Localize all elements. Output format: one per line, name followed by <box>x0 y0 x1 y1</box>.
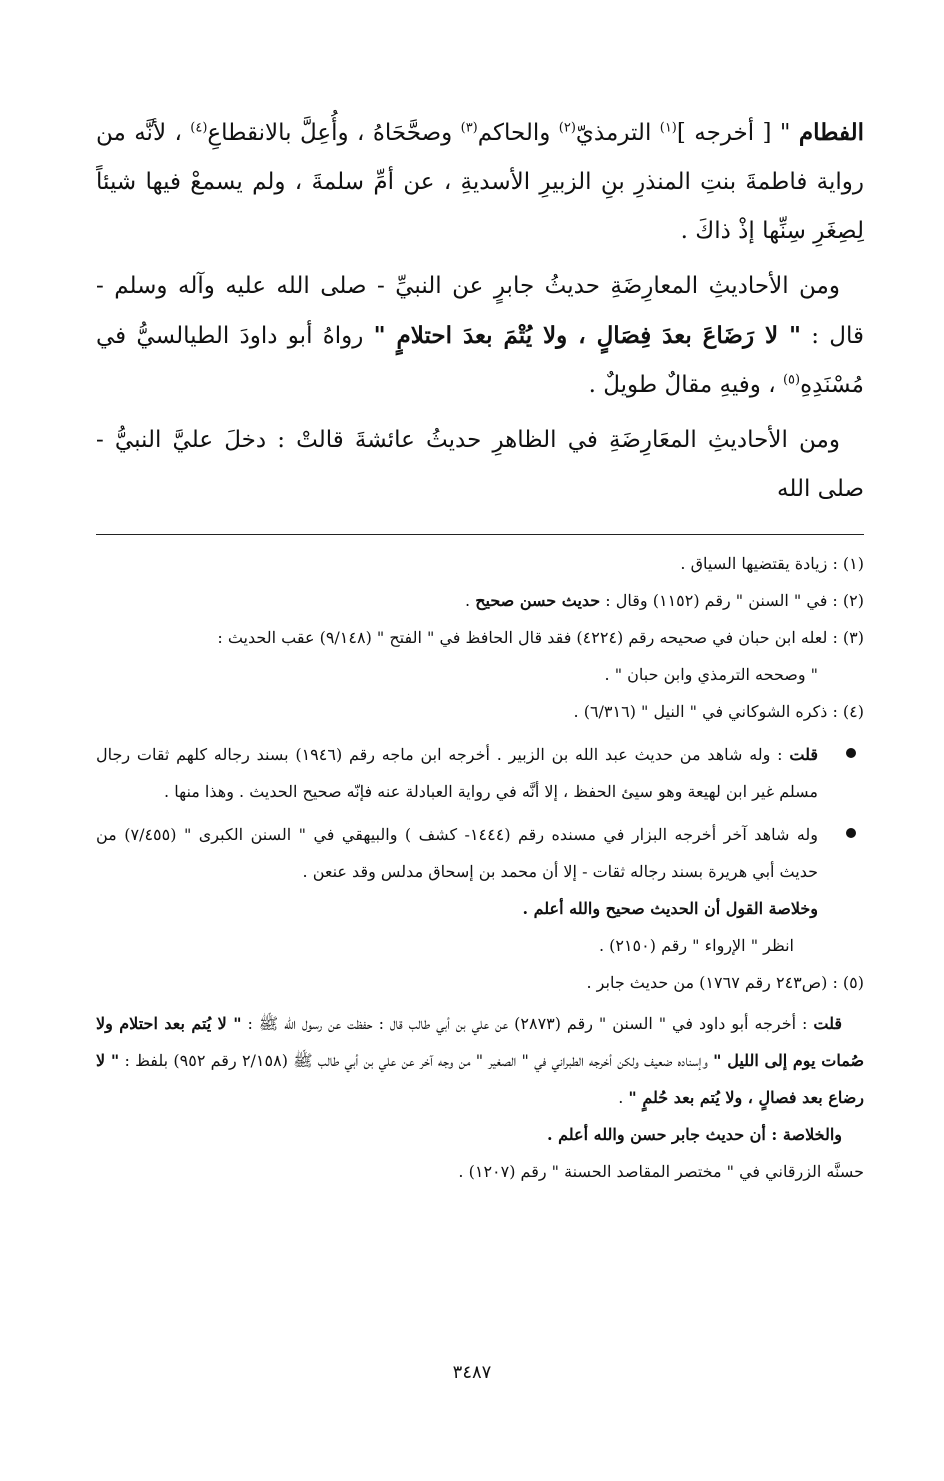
footnote-1: (١) : زيادة يقتضيها السياق . <box>680 554 864 573</box>
footnote-ref-2[interactable]: (٢) <box>558 120 576 136</box>
conclusion-text: والخلاصة : أن حديث جابر حسن والله أعلم . <box>546 1125 842 1144</box>
hadith-quote: " لا رَضَاعَ بعدَ فِصَالٍ ، ولا يُتْمَ بعدَ احتلامٍ " <box>373 322 802 349</box>
bold-term: الفطام <box>798 119 864 146</box>
final-line: حسنَّه الزرقاني في " مختصر المقاصد الحسنة " رقم (١٢٠٧) . <box>458 1162 864 1181</box>
text-run: : وله شاهد من حديث عبد الله بن الزبير . أخرجه ابن ماجه رقم (١٩٤٦) بسند رجاله كلهم ثقات رجال مسلم غير ابن لهيعة وهو سيئ الحفظ ، إلا أنَّه في رواية العبادلة عنه فإنّه صحيح الحديث . وهذا منها . <box>96 745 818 801</box>
commentary-paragraph <box>96 1005 864 1116</box>
text-run: رواهُ أبو داودَ الطيالسيُّ في مُسْنَدِهِ <box>96 323 864 398</box>
footnote-3-continuation: " وصححه الترمذي وابن حبان " . <box>604 665 818 684</box>
page-content <box>96 108 864 1190</box>
hadith-quote: " لا يُتم بعد احتلام ولا صُمات يوم إلى الليل " <box>96 1014 865 1070</box>
footnote-divider <box>96 534 864 535</box>
bullet-icon <box>846 748 856 758</box>
text-run: " [ أخرجه ] <box>676 120 799 146</box>
text-run: (٢) : في " السنن " رقم (١١٥٢) وقال : <box>600 591 864 610</box>
footnote-ref-4[interactable]: (٤) <box>190 120 208 136</box>
text-run: وله شاهد آخر أخرجه البزار في مسنده رقم (١٤٤٤- كشف ) والبيهقي في " السنن الكبرى " (٧/٤٥٥) من حديث أبي هريرة بسند رجاله ثقات - إلا أن محمد بن إسحاق مدلس وقد عنعن . <box>96 825 819 881</box>
bullet-item-1 <box>96 736 864 810</box>
footnote-3: (٣) : لعله ابن حبان في صحيحه رقم (٤٢٢٤) فقد قال الحافظ في " الفتح " (٩/١٤٨) عقب الحديث : <box>217 628 864 647</box>
text-run: : أخرجه أبو داود في " السنن " رقم (٢٨٧٣) عن علي بن أبي طالب قال : حفظت عن رسول الله ﷺ : <box>241 1014 814 1033</box>
page-number: ٣٤٨٧ <box>452 1362 492 1383</box>
footnote-ref-3[interactable]: (٣) <box>460 120 478 136</box>
conclusion-line <box>96 1116 864 1153</box>
text-run: . <box>465 591 476 610</box>
commentary-block <box>96 1005 864 1190</box>
footnote-4: (٤) : ذكره الشوكاني في " النيل " (٦/٣١٦) . <box>573 702 864 721</box>
footnote-ref-1[interactable]: (١) <box>659 120 677 136</box>
footnote-ref-5[interactable]: (٥) <box>782 372 801 388</box>
bullet-icon <box>846 828 856 838</box>
conclusion-text: وخلاصة القول أن الحديث صحيح والله أعلم . <box>522 899 818 918</box>
reference-line: انظر " الإرواء " رقم (٢١٥٠) . <box>598 936 794 955</box>
text-run: ومن الأحاديثِ المعارِضَةِ حديثُ جابرٍ عن النبيِّ - صلى الله عليه وآله وسلم - قال : <box>96 273 864 349</box>
text-run: . <box>618 1088 629 1107</box>
bullet-item-2 <box>96 816 864 890</box>
paragraph-3: ومن الأحاديثِ المعَارِضَةِ في الظاهرِ حديثُ عائشةَ قالتْ : دخلَ عليَّ النبيُّ - صلى الله <box>96 427 864 502</box>
grading-text: حديث حسن صحيح <box>475 591 601 610</box>
paragraph-2 <box>96 262 864 410</box>
paragraph-1 <box>96 108 864 256</box>
text-run: وإسناده ضعيف ولكن أخرجه الطبراني في " الصغير " من وجه آخر عن علي بن أبي طالب ﷺ (٢/١٥٨ رقم ٩٥٢) بلفظ : <box>119 1051 714 1070</box>
main-text <box>96 108 864 514</box>
conclusion-line <box>96 890 864 927</box>
text-run: والحاكم <box>477 120 559 146</box>
bold-term: قلت <box>813 1014 843 1033</box>
text-run: الترمذيّ <box>575 120 660 146</box>
footnotes <box>96 545 864 1190</box>
bold-term: قلت <box>789 745 819 764</box>
hadith-quote: " لا رضاع بعد فصالٍ ، ولا يُتم بعد حُلمٍ " <box>96 1051 864 1107</box>
text-run: وصحَّحَاهُ ، وأُعِلَّ بالانقطاعِ <box>207 120 461 146</box>
text-run: ، وفيهِ مقالٌ طويلٌ . <box>588 372 783 398</box>
text-run: ، لأنَّه من رواية فاطمةَ بنتِ المنذرِ بنِ الزبيرِ الأسديةِ ، عن أمِّ سلمةَ ، ولم يسمعْ فيها شيئاً لِصِغَرِ سِنِّها إذْ ذاكَ . <box>96 120 864 244</box>
footnote-5: (٥) : (ص٢٤٣ رقم ١٧٦٧) من حديث جابر . <box>586 973 864 992</box>
footnote-2 <box>96 582 864 619</box>
